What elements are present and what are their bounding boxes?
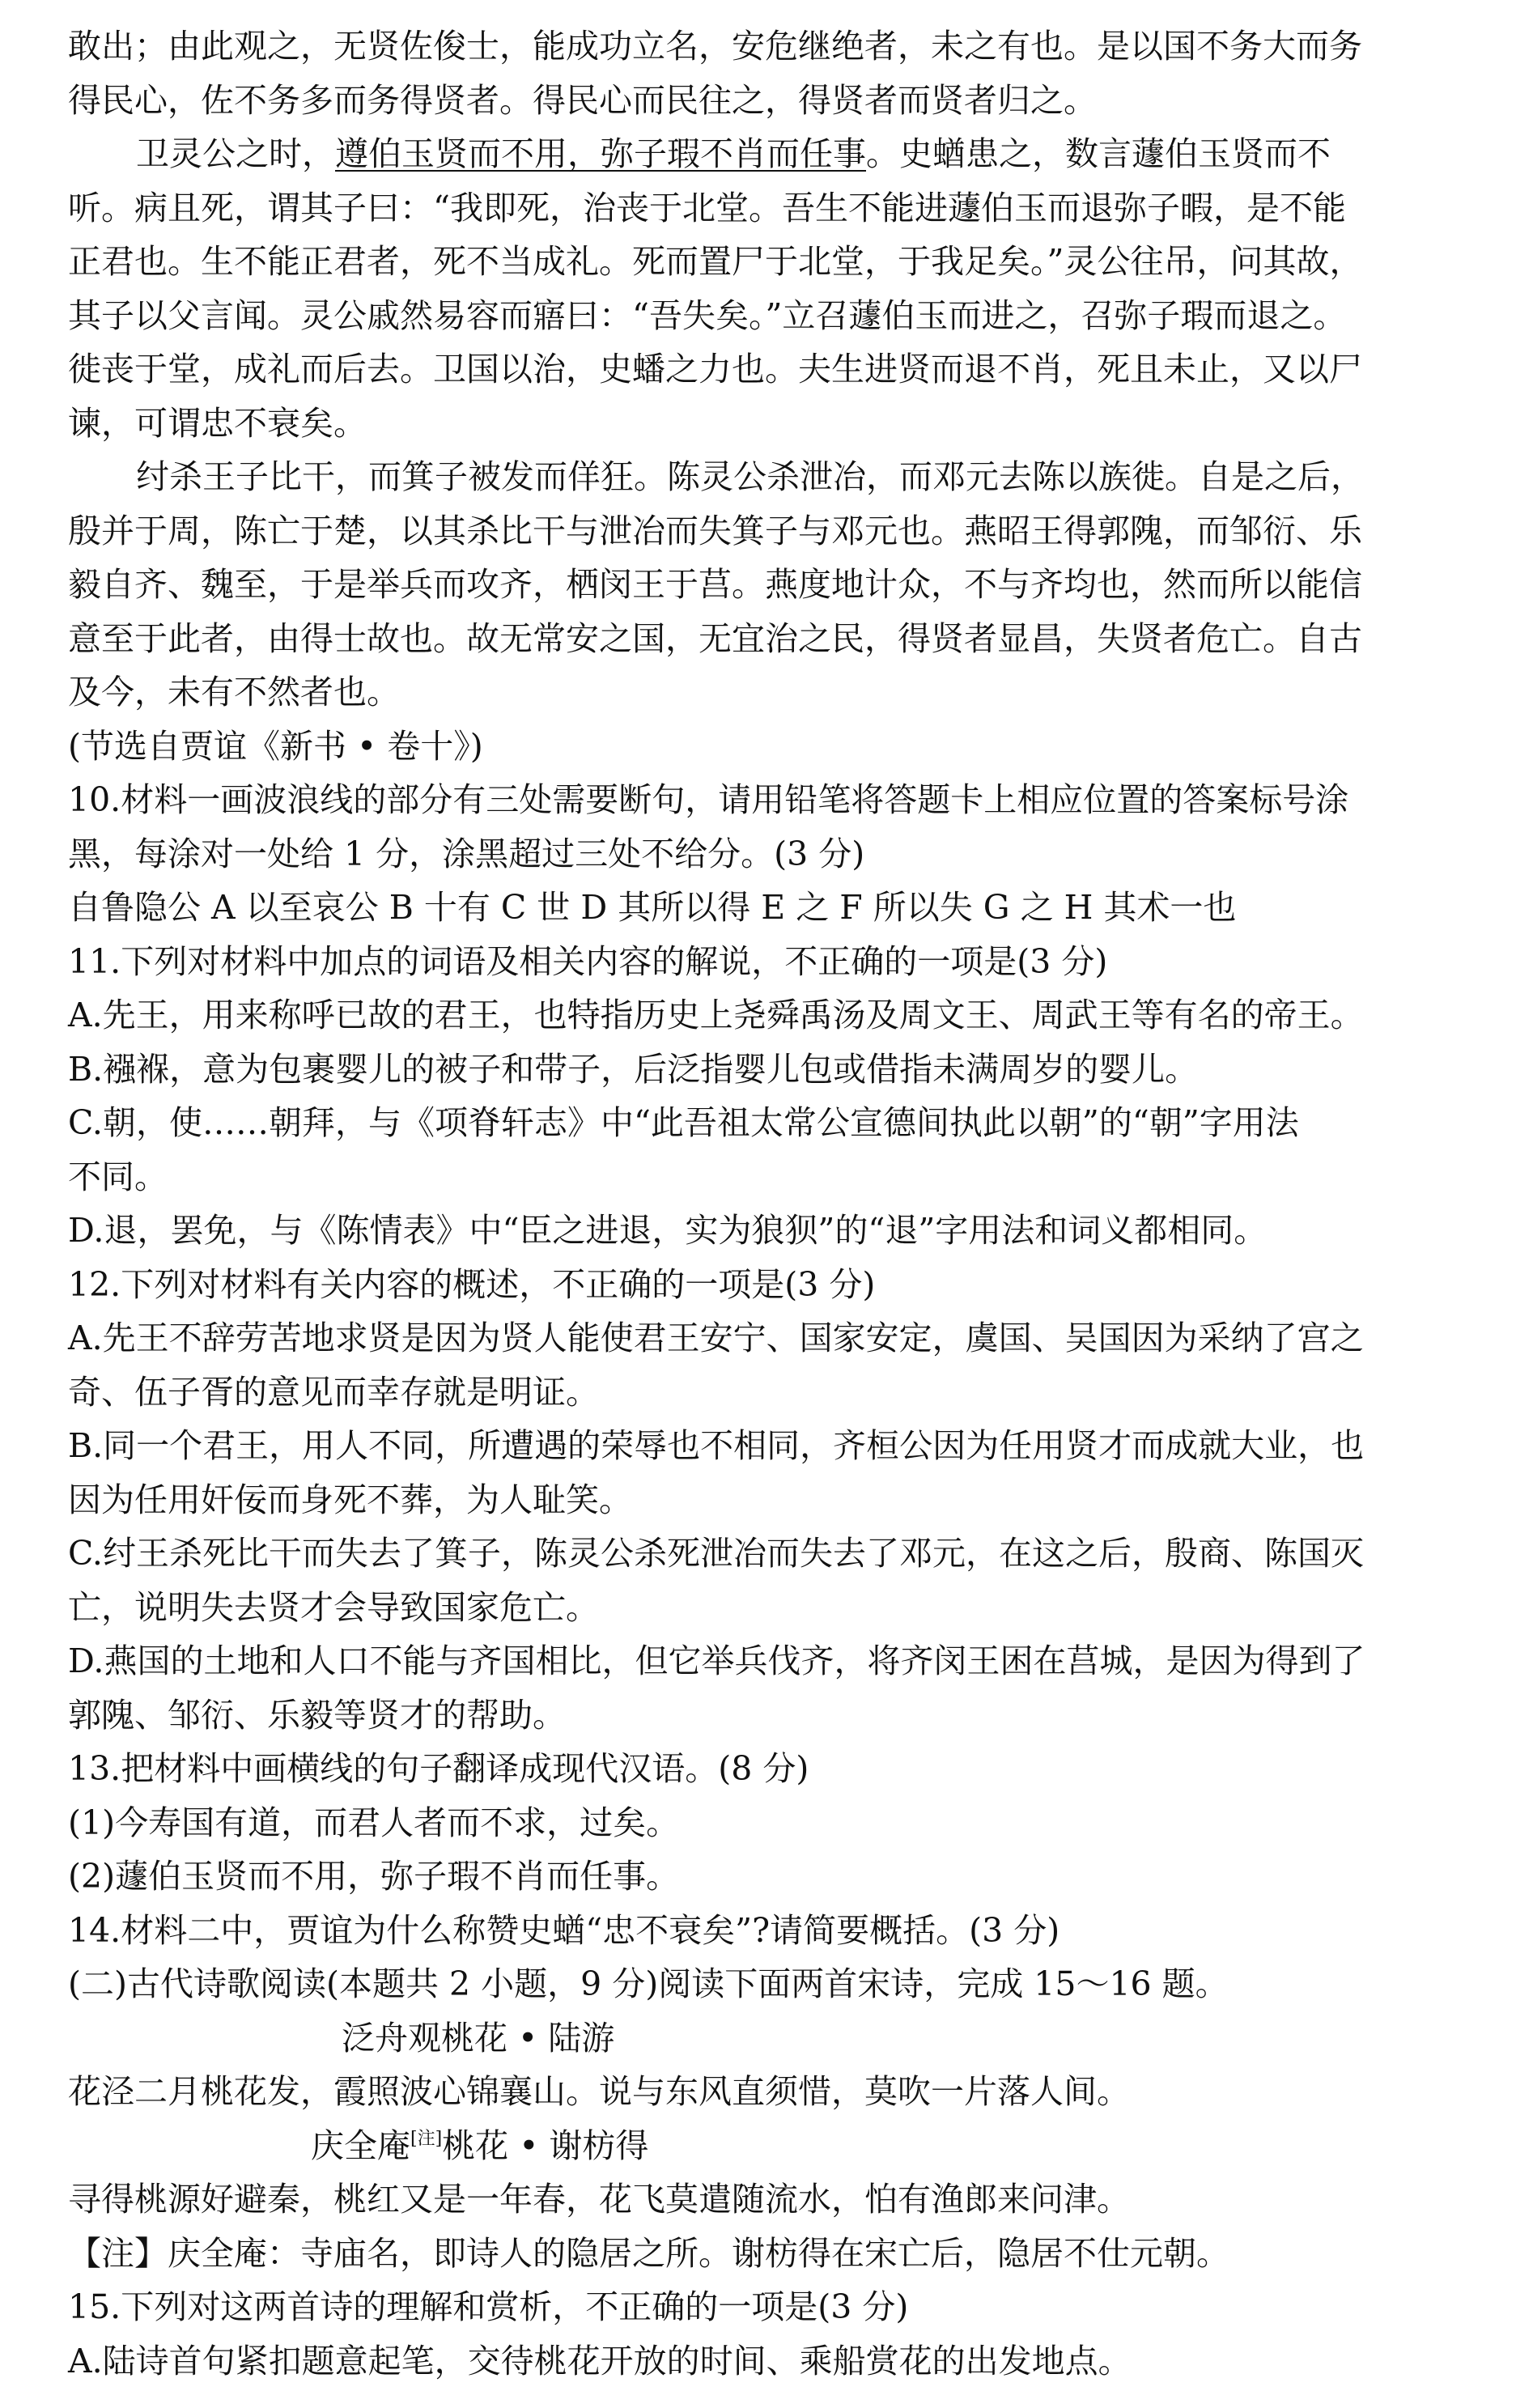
text-span: 卫灵公之时，: [136, 134, 335, 173]
section-heading: (二)古代诗歌阅读(本题共 2 小题，9 分)阅读下面两首宋诗，完成 15～16 题。: [68, 1964, 1229, 2003]
passage-line: 正君也。生不能正君者，死不当成礼。死而置尸于北堂，于我足矣。”灵公往吊，问其故，: [68, 242, 1363, 281]
option-a: A.先王不辞劳苦地求贤是因为贤人能使君王安宁、国家安定，虞国、吴国因为采纳了宫之: [68, 1319, 1364, 1357]
passage-line: 敢出；由此观之，无贤佐俊士，能成功立名，安危继绝者，未之有也。是以国不务大而务: [68, 27, 1362, 66]
passage-line: 毅自齐、魏至，于是举兵而攻齐，栖闵王于莒。燕度地计众，不与齐均也，然而所以能信: [68, 565, 1362, 604]
question-13-sentence-1: (1)今寿国有道，而君人者而不求，过矣。: [68, 1803, 680, 1842]
option-a: A.陆诗首句紧扣题意起笔，交待桃花开放的时间、乘船赏花的出发地点。: [68, 2341, 1132, 2380]
source-citation: (节选自贾谊《新书 • 卷十》): [68, 726, 483, 766]
footnote-marker: [注]: [410, 2128, 443, 2149]
passage-line: 其子以父言闻。灵公戚然易容而寤曰：“吾失矣。”立召蘧伯玉而进之，召弥子瑕而退之。: [68, 295, 1347, 335]
option-d: D.燕国的土地和人口不能与齐国相比，但它举兵伐齐，将齐闵王困在莒城，是因为得到了: [68, 1641, 1365, 1680]
passage-line: 意至于此者，由得士故也。故无常安之国，无宜治之民，得贤者显昌，失贤者危亡。自古: [68, 618, 1362, 658]
passage-line: [68, 127, 1460, 181]
option-b: B.同一个君王，用人不同，所遭遇的荣辱也不相同，齐桓公因为任用贤才而成就大业，也: [68, 1426, 1365, 1465]
question-15-stem: 15.下列对这两首诗的理解和赏析，不正确的一项是(3 分): [68, 2287, 909, 2326]
underlined-sentence: 遵伯玉贤而不用，弥子瑕不肖而任事: [335, 134, 866, 173]
question-10-stem: 黑，每涂对一处给 1 分，涂黑超过三处不给分。(3 分): [68, 834, 865, 873]
option-d: 郭隗、邹衍、乐毅等贤才的帮助。: [68, 1695, 566, 1735]
option-d: D.退，罢免，与《陈情表》中“臣之进退，实为狼狈”的“退”字用法和词义都相同。: [68, 1211, 1268, 1250]
passage-line: 纣杀王子比干，而箕子被发而佯狂。陈灵公杀泄冶，而邓元去陈以族徙。自是之后，: [136, 457, 1364, 496]
text-span: 庆全庵: [311, 2126, 410, 2165]
passage-line: 得民心，佐不务多而务得贤者。得民心而民往之，得贤者而贤者归之。: [68, 80, 1097, 120]
poem-note: 【注】庆全庵：寺庙名，即诗人的隐居之所。谢枋得在宋亡后，隐居不仕元朝。: [68, 2233, 1229, 2273]
option-c: C.纣王杀死比干而失去了箕子，陈灵公杀死泄冶而失去了邓元，在这之后，殷商、陈国灭: [68, 1534, 1364, 1573]
option-c: 亡，说明失去贤才会导致国家危亡。: [68, 1587, 599, 1627]
question-10-text: 自鲁隐公 A 以至哀公 B 十有 C 世 D 其所以得 E 之 F 所以失 G 之 H 其术一也: [68, 888, 1237, 927]
text-span: 桃花 • 谢枋得: [442, 2126, 649, 2165]
question-14-stem: 14.材料二中，贾谊为什么称赞史蝤“忠不衰矣”?请简要概括。(3 分): [68, 1910, 1060, 1950]
option-b: 因为任用奸佞而身死不葬，为人耻笑。: [68, 1480, 632, 1519]
option-b: B.襁褓，意为包裹婴儿的被子和带子，后泛指婴儿包或借指未满周岁的婴儿。: [68, 1049, 1199, 1089]
question-10-stem: 10.材料一画波浪线的部分有三处需要断句，请用铅笔将答题卡上相应位置的答案标号涂: [68, 780, 1349, 819]
text-span: 。史蝤患之，数言蘧伯玉贤而不: [866, 134, 1331, 173]
question-11-stem: 11.下列对材料中加点的词语及相关内容的解说，不正确的一项是(3 分): [68, 941, 1108, 981]
passage-line: 谏，可谓忠不衰矣。: [68, 403, 367, 443]
passage-line: 听。病且死，谓其子曰：“我即死，治丧于北堂。吾生不能进蘧伯玉而退弥子暇，是不能: [68, 188, 1346, 227]
option-a: A.先王，用来称呼已故的君王，也特指历史上尧舜禹汤及周文王、周武王等有名的帝王。: [68, 996, 1364, 1034]
question-12-stem: 12.下列对材料有关内容的概述，不正确的一项是(3 分): [68, 1264, 876, 1304]
passage-line: 殷并于周，陈亡于楚，以其杀比干与泄冶而失箕子与邓元也。燕昭王得郭隗，而邹衍、乐: [68, 511, 1362, 550]
passage-line: 及今，未有不然者也。: [68, 673, 400, 711]
poem-1-body: 花泾二月桃花发，霞照波心锦襄山。说与东风直须惜，莫吹一片落人间。: [68, 2072, 1130, 2111]
exam-page: [68, 19, 1460, 2388]
poem-2-body: 寻得桃源好避秦，桃红又是一年春，花飞莫遣随流水，怕有渔郎来问津。: [68, 2180, 1130, 2219]
option-c: 不同。: [68, 1157, 168, 1196]
passage-line: 徙丧于堂，成礼而后去。卫国以治，史蟠之力也。夫生进贤而退不肖，死且未止，又以尸: [68, 350, 1362, 389]
option-c: C.朝，使……朝拜，与《项脊轩志》中“此吾祖太常公宣德间执此以朝”的“朝”字用法: [68, 1103, 1299, 1142]
question-13-stem: 13.把材料中画横线的句子翻译成现代汉语。(8 分): [68, 1749, 809, 1788]
poem-1-title: 泛舟观桃花 • 陆游: [342, 2018, 615, 2058]
option-a: 奇、伍子胥的意见而幸存就是明证。: [68, 1372, 599, 1412]
poem-2-title: [68, 2119, 1460, 2173]
question-13-sentence-2: (2)蘧伯玉贤而不用，弥子瑕不肖而任事。: [68, 1857, 680, 1896]
